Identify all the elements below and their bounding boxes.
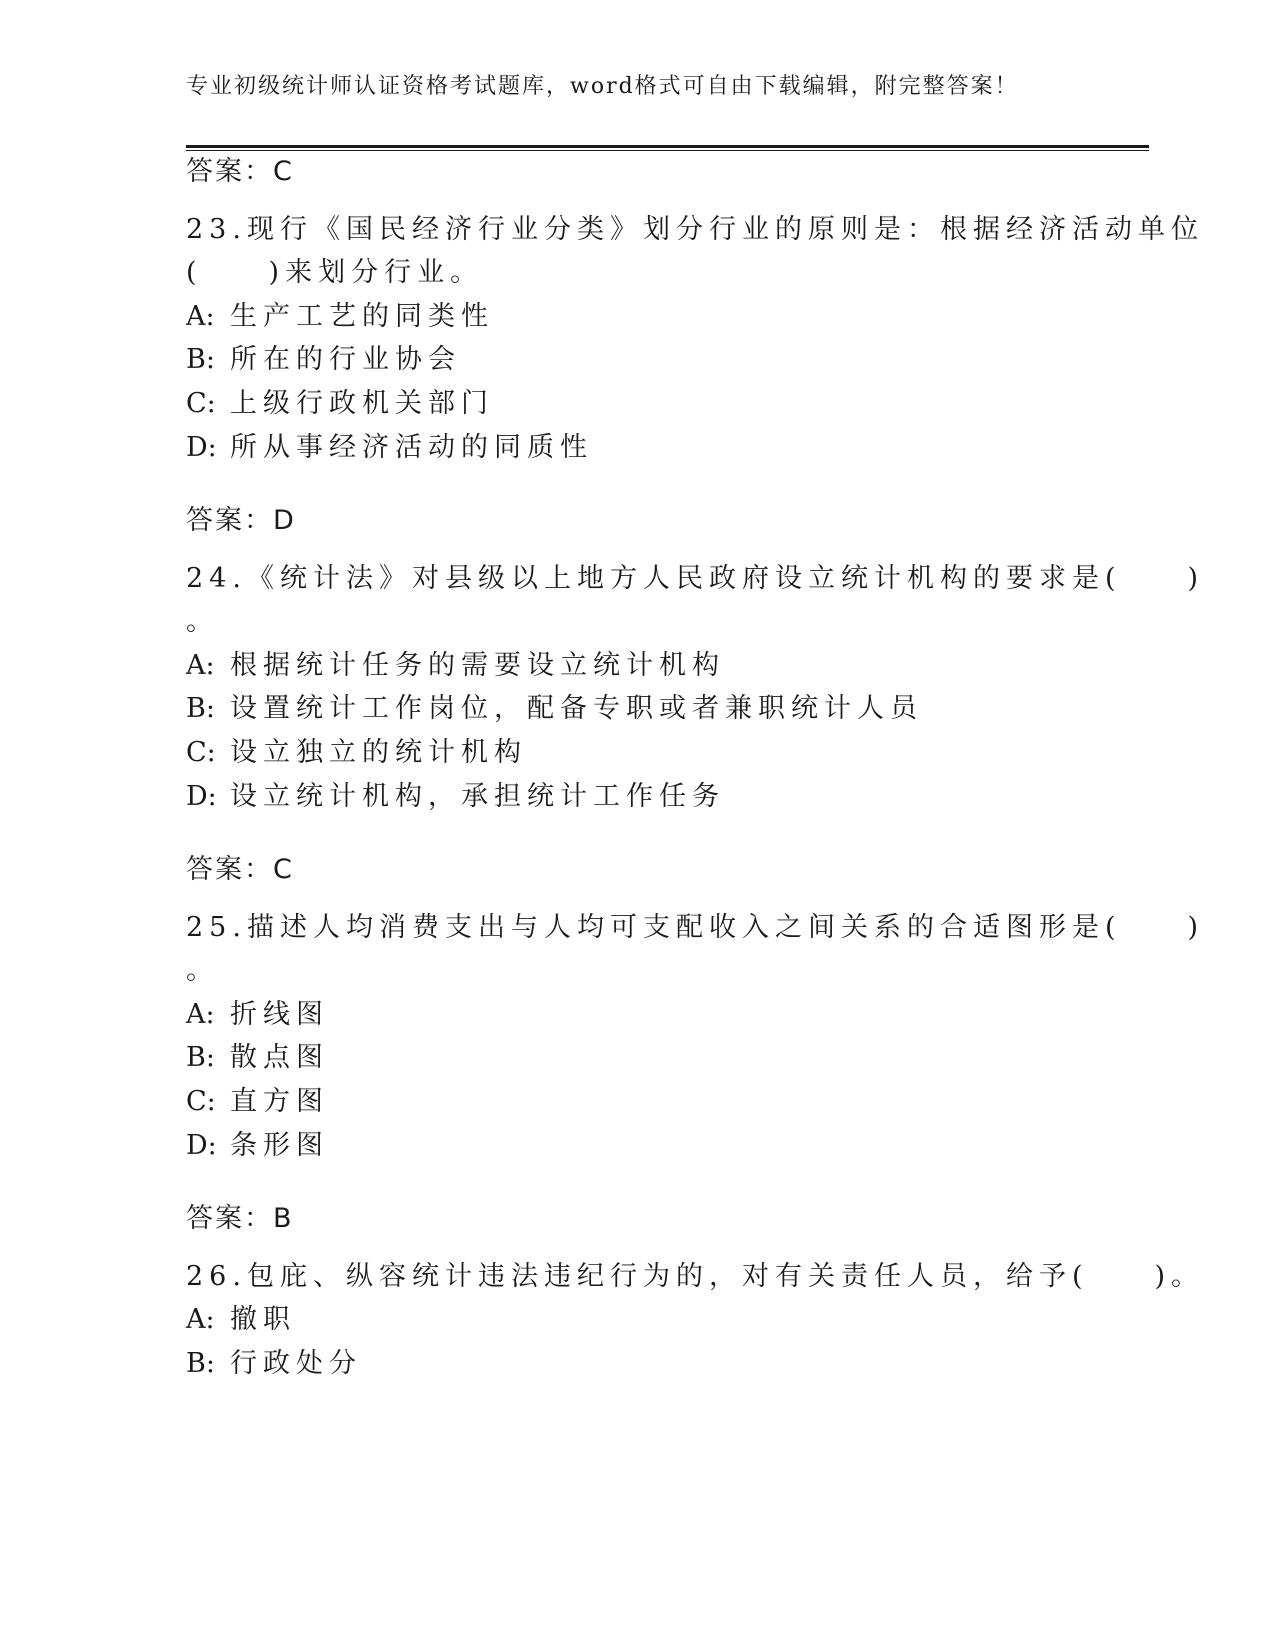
option-label: D: — [186, 432, 217, 463]
option-label: D: — [186, 781, 217, 812]
option-text: 生产工艺的同类性 — [230, 301, 494, 332]
header-rule-thick — [186, 145, 1149, 148]
option-label: B: — [186, 1348, 215, 1379]
question-26-option-a — [186, 1302, 296, 1338]
option-label: C: — [186, 1086, 216, 1117]
page-header: 专业初级统计师认证资格考试题库，word格式可自由下载编辑，附完整答案！ — [186, 74, 1019, 99]
question-23-option-c — [186, 386, 494, 422]
option-text: 条形图 — [230, 1130, 329, 1161]
option-text: 直方图 — [230, 1086, 329, 1117]
question-25-option-a — [186, 997, 329, 1033]
question-23-option-d — [186, 430, 593, 466]
previous-answer: 答案：C — [186, 156, 294, 187]
option-text: 上级行政机关部门 — [230, 388, 494, 419]
question-24-option-b — [186, 691, 923, 727]
question-24-option-c — [186, 735, 527, 771]
question-23-option-a — [186, 299, 494, 335]
question-25-stem-line-1: 25.描述人均消费支出与人均可支配收入之间关系的合适图形是( ) — [186, 912, 1205, 943]
option-label: B: — [186, 344, 215, 375]
question-25-answer: 答案：B — [186, 1203, 294, 1234]
option-label: A: — [186, 1304, 215, 1335]
option-text: 设立独立的统计机构 — [230, 737, 527, 768]
question-23-stem-line-1: 23.现行《国民经济行业分类》划分行业的原则是：根据经济活动单位 — [186, 214, 1204, 245]
option-text: 根据统计任务的需要设立统计机构 — [230, 650, 725, 681]
question-23-option-b — [186, 342, 461, 378]
option-label: A: — [186, 650, 215, 681]
option-label: C: — [186, 388, 216, 419]
option-text: 所在的行业协会 — [230, 344, 461, 375]
question-24-stem-line-2: 。 — [186, 606, 219, 637]
option-text: 设置统计工作岗位，配备专职或者兼职统计人员 — [230, 693, 923, 724]
option-label: D: — [186, 1130, 217, 1161]
option-label: A: — [186, 999, 215, 1030]
option-text: 所从事经济活动的同质性 — [230, 432, 593, 463]
question-26-option-b — [186, 1346, 362, 1382]
option-text: 撤职 — [230, 1304, 296, 1335]
option-label: C: — [186, 737, 216, 768]
header-rule-thin — [186, 150, 1149, 151]
question-25-stem-line-2: 。 — [186, 955, 219, 986]
option-text: 散点图 — [230, 1042, 329, 1073]
question-24-stem-line-1: 24.《统计法》对县级以上地方人民政府设立统计机构的要求是( ) — [186, 563, 1205, 594]
question-25-option-b — [186, 1040, 329, 1076]
option-text: 行政处分 — [230, 1348, 362, 1379]
option-label: A: — [186, 301, 215, 332]
question-24-answer: 答案：C — [186, 854, 294, 885]
question-24-option-a — [186, 648, 725, 684]
question-24-option-d — [186, 779, 725, 815]
option-label: B: — [186, 1042, 215, 1073]
question-23-answer: 答案：D — [186, 505, 296, 536]
question-25-option-c — [186, 1084, 329, 1120]
option-label: B: — [186, 693, 215, 724]
option-text: 折线图 — [230, 999, 329, 1030]
question-26-stem-line-1: 26.包庇、纵容统计违法违纪行为的，对有关责任人员，给予( )。 — [186, 1261, 1205, 1292]
question-23-stem-line-2: ( )来划分行业。 — [186, 257, 484, 288]
question-25-option-d — [186, 1128, 329, 1164]
option-text: 设立统计机构，承担统计工作任务 — [230, 781, 725, 812]
